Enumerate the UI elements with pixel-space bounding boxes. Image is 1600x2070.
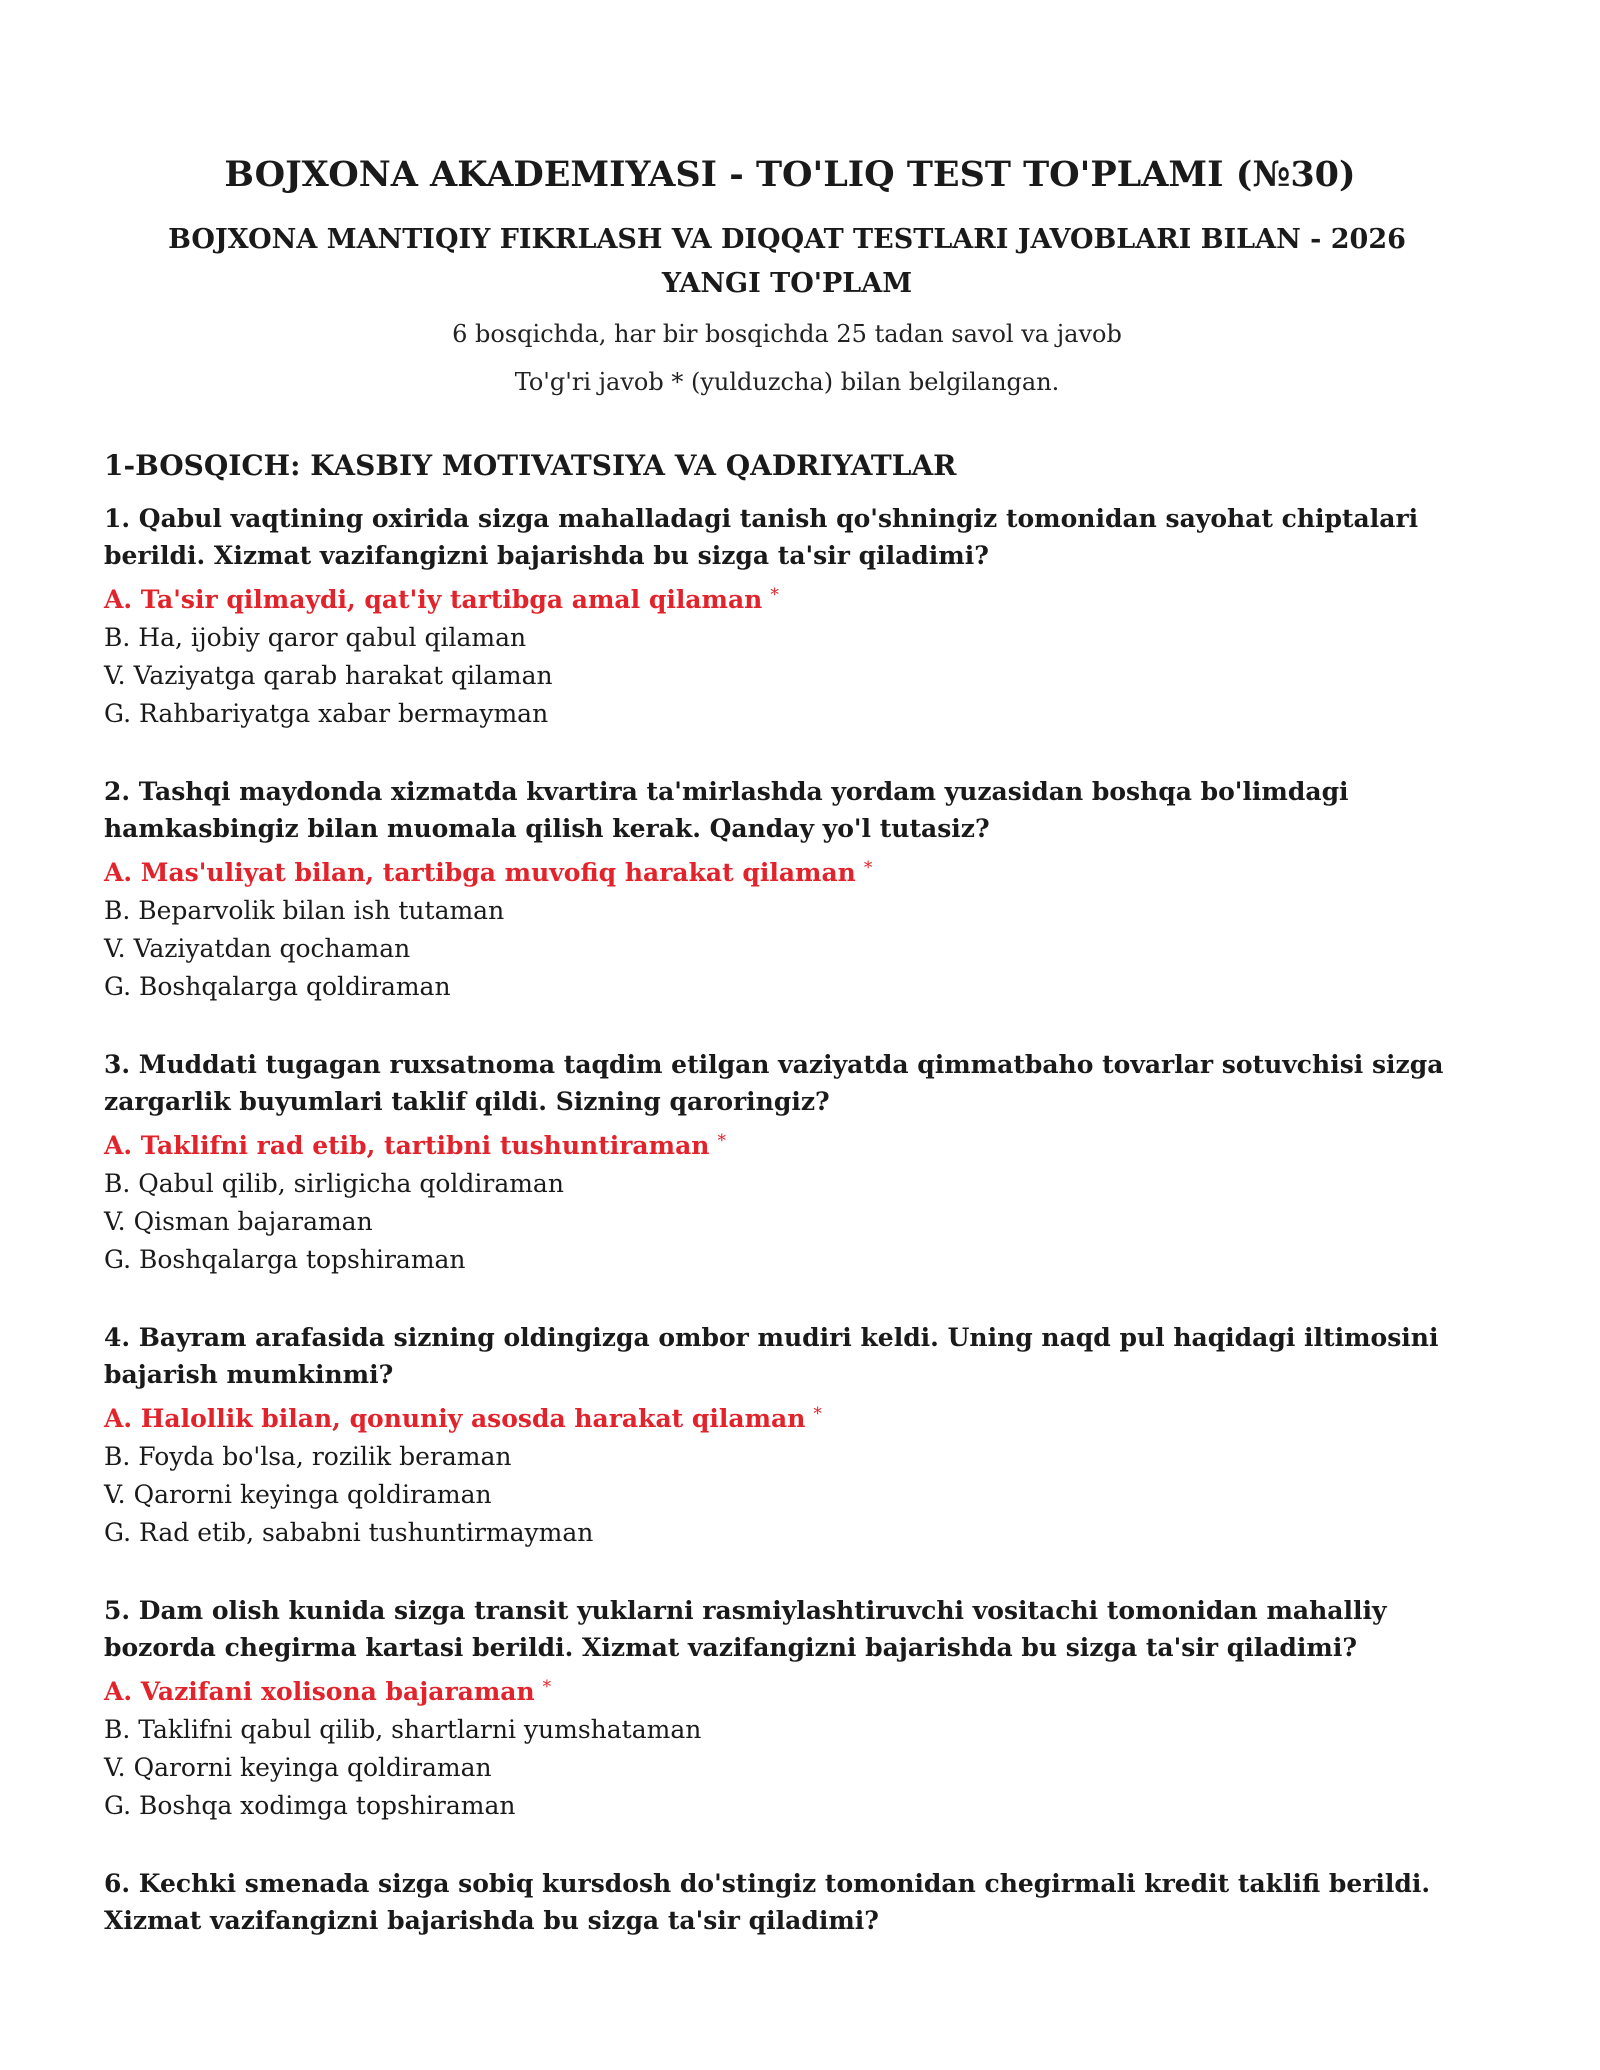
answer-option: V. Qarorni keyinga qoldiraman <box>104 1753 492 1782</box>
correct-star-icon: * <box>863 858 873 878</box>
answer-option: G. Rad etib, sababni tushuntirmayman <box>104 1518 594 1547</box>
question-text: 6. Kechki smenada sizga sobiq kursdosh do'stingiz tomonidan chegirmali kredit taklifi berildi. Xizmat vazifangizni bajarishda bu sizga ta'sir qiladimi? <box>104 1869 1431 1935</box>
answer-option: V. Qisman bajaraman <box>104 1207 373 1236</box>
answer-text: A. Halollik bilan, qonuniy asosda harakat qilaman <box>104 1404 806 1433</box>
correct-answer <box>104 1395 1470 1438</box>
question-3 <box>104 1046 1470 1279</box>
answer-option: V. Qarorni keyinga qoldiraman <box>104 1480 492 1509</box>
answer-text: A. Taklifni rad etib, tartibni tushuntiraman <box>104 1131 710 1160</box>
answer-option: V. Vaziyatga qarab harakat qilaman <box>104 661 553 690</box>
question-2 <box>104 773 1470 1006</box>
answer-text: A. Ta'sir qilmaydi, qat'iy tartibga amal qilaman <box>104 585 763 614</box>
answer-option: B. Qabul qilib, sirligicha qoldiraman <box>104 1169 564 1198</box>
question-5 <box>104 1592 1470 1825</box>
question-text: 4. Bayram arafasida sizning oldingizga ombor mudiri keldi. Uning naqd pul haqidagi iltimosini bajarish mumkinmi? <box>104 1323 1439 1389</box>
question-4 <box>104 1319 1470 1552</box>
document-subtitle: BOJXONA MANTIQIY FIKRLASH VA DIQQAT TESTLARI JAVOBLARI BILAN - 2026 YANGI TO'PLAM <box>168 224 1406 299</box>
correct-star-icon: * <box>717 1131 726 1151</box>
question-text: 5. Dam olish kunida sizga transit yuklarni rasmiylashtiruvchi vositachi tomonidan mahalliy bozorda chegirma kartasi berildi. Xizmat vazifangizni bajarishda bu sizga ta'sir qiladimi? <box>104 1596 1387 1662</box>
correct-answer <box>104 576 1470 619</box>
answer-option: B. Foyda bo'lsa, rozilik beraman <box>104 1442 512 1471</box>
stages-note: 6 bosqichda, har bir bosqichda 25 tadan savol va javob <box>452 320 1122 348</box>
answer-option: G. Boshqalarga qoldiraman <box>104 972 451 1001</box>
document-title: BOJXONA AKADEMIYASI - TO'LIQ TEST TO'PLAMI (№30) <box>224 154 1356 195</box>
correct-star-icon: * <box>770 585 779 605</box>
correct-star-icon: * <box>542 1677 552 1697</box>
answer-option: V. Vaziyatdan qochaman <box>104 934 411 963</box>
question-6 <box>104 1865 1470 1939</box>
correct-answer <box>104 849 1470 892</box>
correct-answer <box>104 1668 1470 1711</box>
answer-option: B. Beparvolik bilan ish tutaman <box>104 896 505 925</box>
correct-star-icon: * <box>813 1404 822 1424</box>
answer-option: G. Boshqalarga topshiraman <box>104 1245 466 1274</box>
answer-text: A. Mas'uliyat bilan, tartibga muvofiq harakat qilaman <box>104 858 856 887</box>
question-text: 2. Tashqi maydonda xizmatda kvartira ta'mirlashda yordam yuzasidan boshqa bo'limdagi hamkasbingiz bilan muomala qilish kerak. Qanday yo'l tutasiz? <box>104 777 1349 843</box>
answer-option: G. Boshqa xodimga topshiraman <box>104 1791 516 1820</box>
question-text: 3. Muddati tugagan ruxsatnoma taqdim etilgan vaziyatda qimmatbaho tovarlar sotuvchisi sizga zargarlik buyumlari taklif qildi. Sizning qaroringiz? <box>104 1050 1444 1116</box>
question-1 <box>104 500 1470 733</box>
answer-option: B. Ha, ijobiy qaror qabul qilaman <box>104 623 527 652</box>
answer-option: B. Taklifni qabul qilib, shartlarni yumshataman <box>104 1715 702 1744</box>
question-text: 1. Qabul vaqtining oxirida sizga mahalladagi tanish qo'shningiz tomonidan sayohat chiptalari berildi. Xizmat vazifangizni bajarishda bu sizga ta'sir qiladimi? <box>104 504 1419 570</box>
answer-text: A. Vazifani xolisona bajaraman <box>104 1677 535 1706</box>
section-title: 1-BOSQICH: KASBIY MOTIVATSIYA VA QADRIYATLAR <box>104 449 957 482</box>
correct-answer <box>104 1122 1470 1165</box>
answer-key-note: To'g'ri javob * (yulduzcha) bilan belgilangan. <box>514 368 1060 396</box>
answer-option: G. Rahbariyatga xabar bermayman <box>104 699 549 728</box>
